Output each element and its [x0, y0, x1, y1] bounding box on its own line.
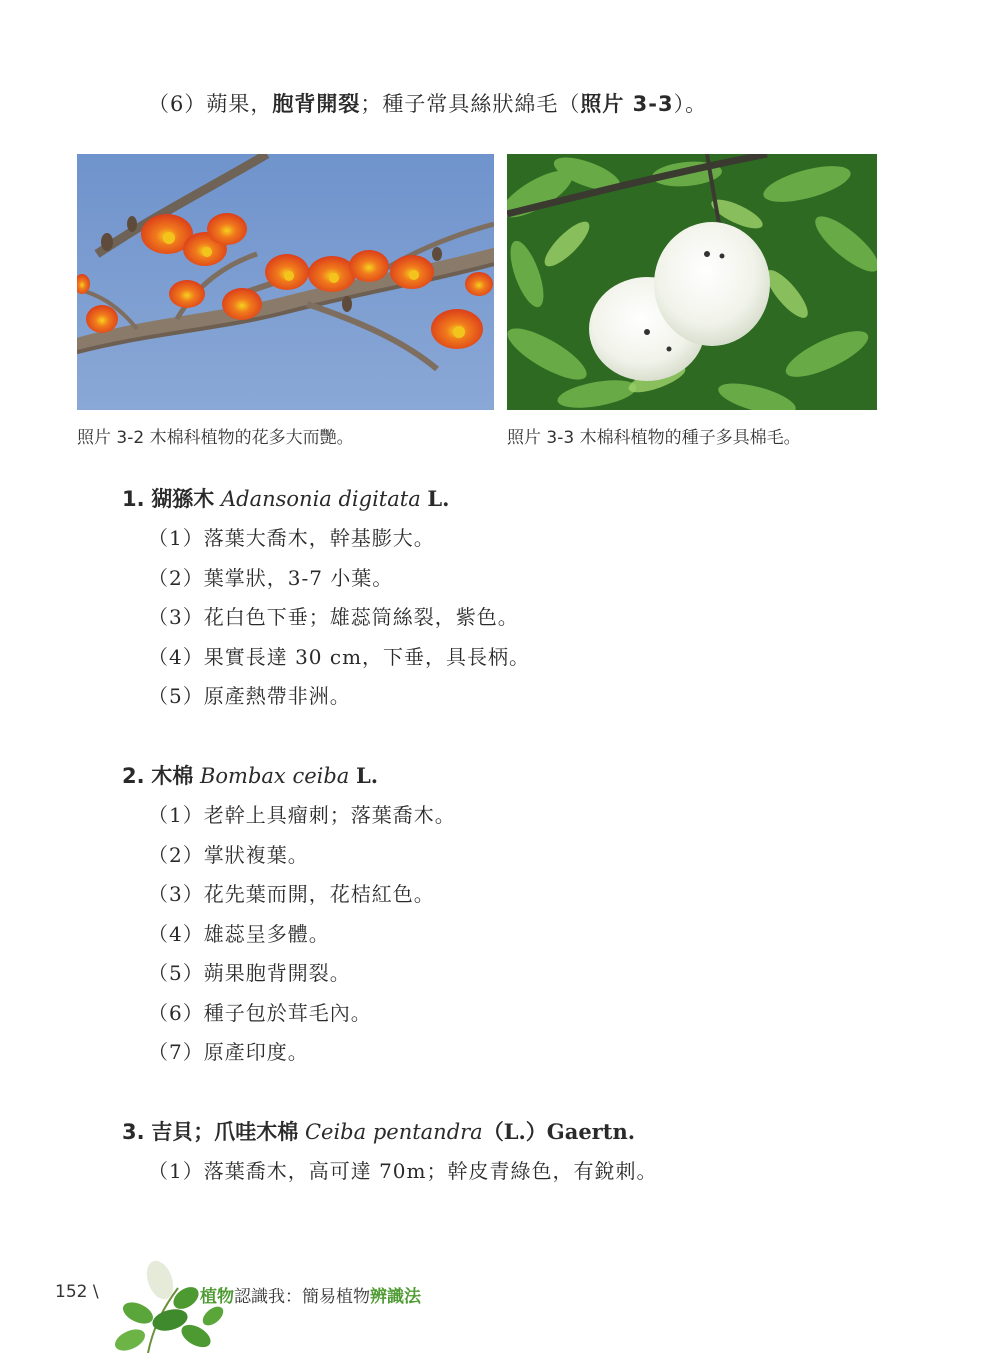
species-name-chinese: 猢猻木	[151, 487, 215, 511]
trait-item: （4）雄蕊呈多體。	[148, 921, 330, 946]
intro-bold-dehiscence: 胞背開裂	[272, 92, 361, 116]
trait-item: （4）果實長達 30 cm，下垂，具長柄。	[148, 644, 531, 669]
trait-item: （2）葉掌狀，3-7 小葉。	[148, 565, 394, 590]
species-authority: L.	[356, 763, 379, 788]
photo-caption-3-3: 照片 3-3 木棉科植物的種子多具棉毛。	[507, 428, 801, 448]
book-title	[200, 1282, 421, 1307]
species-authority: （L.）Gaertn.	[482, 1119, 636, 1144]
species-name-scientific: Bombax ceiba	[199, 764, 350, 788]
page-number: 152 \	[55, 1282, 99, 1302]
trait-item: （2）掌狀複葉。	[148, 842, 309, 867]
species-number: 2.	[122, 764, 145, 788]
species-heading	[122, 479, 530, 519]
trait-item: （6）種子包於茸毛內。	[148, 1000, 372, 1025]
trait-item: （1）落葉大喬木，幹基膨大。	[148, 526, 435, 550]
species-heading	[122, 1112, 658, 1152]
photo-kapok-flowers	[77, 154, 494, 410]
book-title-part1: 植物	[200, 1287, 234, 1307]
trait-item: （3）花白色下垂；雄蕊筒絲裂，紫色。	[148, 605, 519, 629]
species-name-scientific: Adansonia digitata	[220, 487, 421, 511]
trait-item: （1）落葉喬木，高可達 70m；幹皮青綠色，有銳刺。	[148, 1159, 658, 1183]
species-name-scientific: Ceiba pentandra	[304, 1120, 483, 1144]
species-name-chinese: 吉貝；爪哇木棉	[151, 1120, 299, 1144]
species-number: 1.	[122, 487, 145, 511]
intro-prefix: （6）蒴果，	[148, 92, 273, 116]
photo-caption-3-2: 照片 3-2 木棉科植物的花多大而艷。	[77, 428, 354, 448]
trait-item: （1）老幹上具瘤刺；落葉喬木。	[148, 803, 456, 827]
species-section-ceiba	[122, 1112, 658, 1192]
species-section-baobab	[122, 479, 530, 717]
book-title-part2: 認識我：簡易植物	[234, 1287, 370, 1307]
species-name-chinese: 木棉	[151, 764, 194, 788]
intro-middle: ；種子常具絲狀綿毛（	[360, 92, 581, 116]
trait-item: （3）花先葉而開，花桔紅色。	[148, 882, 435, 906]
species-heading	[122, 756, 456, 796]
trait-item: （7）原產印度。	[148, 1040, 309, 1064]
trait-item: （5）原產熱帶非洲。	[148, 684, 351, 708]
intro-bold-photo-ref: 照片 3-3	[580, 92, 674, 116]
species-number: 3.	[122, 1120, 145, 1144]
trait-item: （5）蒴果胞背開裂。	[148, 961, 351, 985]
species-authority: L.	[427, 486, 450, 511]
species-section-kapok	[122, 756, 456, 1073]
intro-suffix: ）。	[673, 92, 708, 116]
intro-line	[148, 88, 707, 118]
photo-kapok-seed-fluff	[507, 154, 877, 410]
book-title-part3: 辨識法	[370, 1287, 421, 1307]
